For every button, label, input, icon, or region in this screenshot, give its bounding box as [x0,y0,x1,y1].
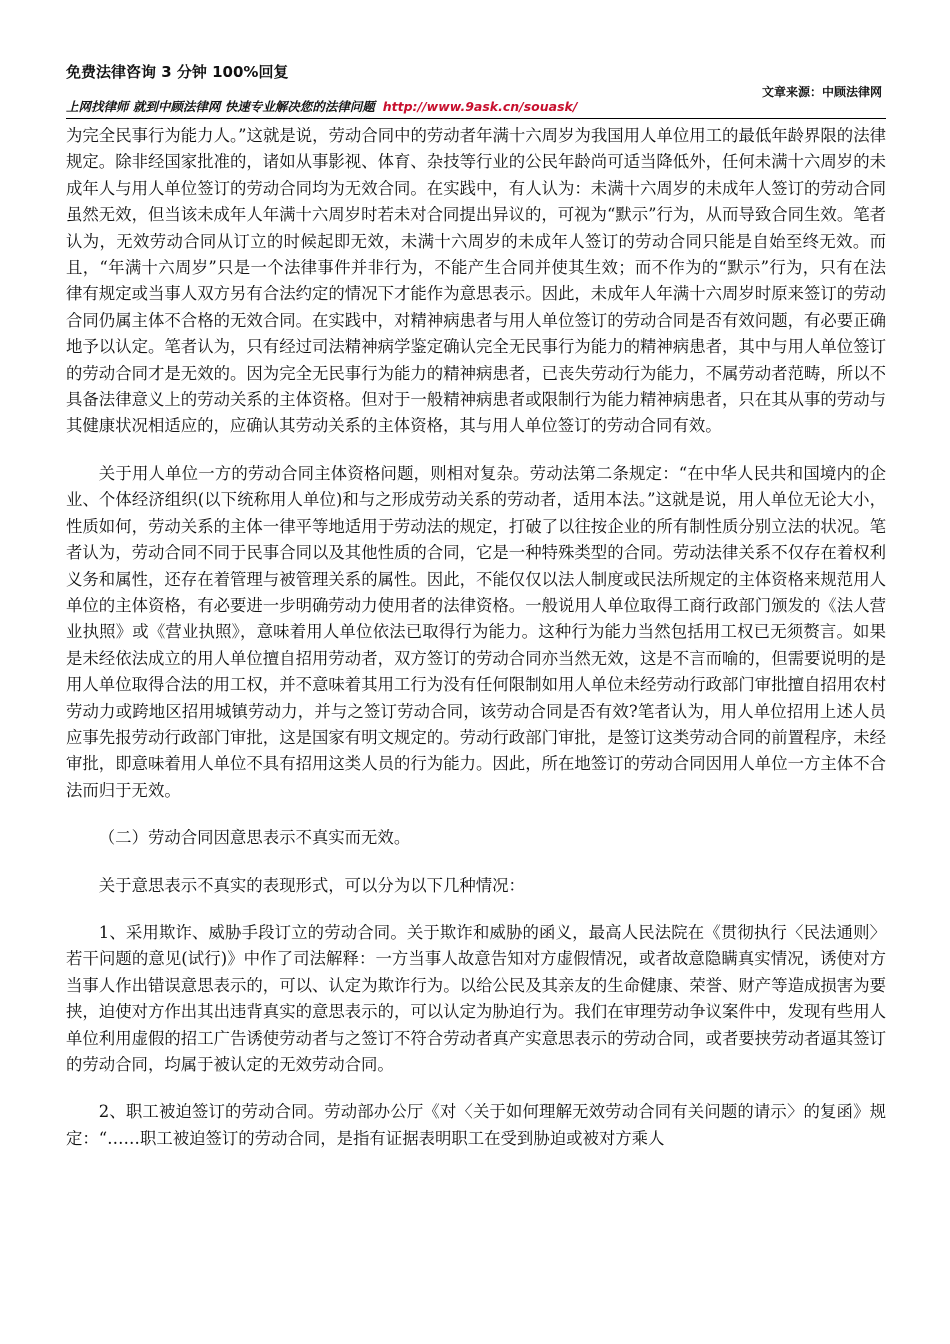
paragraph-item-1: 1、采用欺诈、威胁手段订立的劳动合同。关于欺诈和威胁的函义，最高人民法院在《贯彻执行〈民法通则〉若干问题的意见(试行)》中作了司法解释：一方当事人故意告知对方虚假情况，或者故意隐瞒真实情况，诱使对方当事人作出错误意思表示的，可以、认定为欺诈行为。以给公民及其亲友的生命健康、荣誉、财产等造成损害为要挟，迫使对方作出其出违背真实的意思表示的，可以认定为胁迫行为。我们在审理劳动争议案件中，发现有些用人单位利用虚假的招工广告诱使劳动者与之签订不符合劳动者真产实意思表示的劳动合同，或者要挟劳动者逼其签订的劳动合同，均属于被认定的无效劳动合同。 [66,922,886,1074]
page-header [66,62,886,118]
paragraph-intro-forms: 关于意思表示不真实的表现形式，可以分为以下几种情况： [98,875,525,895]
header-link[interactable]: http://www.9ask.cn/souask/ [382,99,578,114]
article-source: 文章来源：中顾法律网 [761,85,882,99]
paragraph-employer-qualification: 关于用人单位一方的劳动合同主体资格问题，则相对复杂。劳动法第二条规定：“在中华人民共和国境内的企业、个体经济组织(以下统称用人单位)和与之形成劳动关系的劳动者，适用本法。”这就是说，用人单位无论大小，性质如何，劳动关系的主体一律平等地适用于劳动法的规定，打破了以往按企业的所有制性质分别立法的状况。笔者认为，劳动合同不同于民事合同以及其他性质的合同，它是一种特殊类型的合同。劳动法律关系不仅存在着权利义务和属性，还存在着管理与被管理关系的属性。因此，不能仅仅以法人制度或民法所规定的主体资格来规范用人单位的主体资格，有必要进一步明确劳动力使用者的法律资格。一般说用人单位取得工商行政部门颁发的《法人营业执照》或《营业执照》，意味着用人单位依法已取得行为能力。这种行为能力当然包括用工权已无须赘言。如果是未经依法成立的用人单位擅自招用劳动者，双方签订的劳动合同亦当然无效，这是不言而喻的，但需要说明的是用人单位取得合法的用工权，并不意味着其用工行为没有任何限制如用人单位未经劳动行政部门审批擅自招用农村劳动力或跨地区招用城镇劳动力，并与之签订劳动合同，该劳动合同是否有效?笔者认为，用人单位招用上述人员应事先报劳动行政部门审批，这是国家有明文规定的。劳动行政部门审批，是签订这类劳动合同的前置程序，未经审批，即意味着用人单位不具有招用这类人员的行为能力。因此，所在地签订的劳动合同因用人单位一方主体不合法而归于无效。 [66,463,886,800]
paragraph-continued: 为完全民事行为能力人。”这就是说，劳动合同中的劳动者年满十六周岁为我国用人单位用工的最低年龄界限的法律规定。除非经国家批准的，诸如从事影视、体育、杂技等行业的公民年龄尚可适当降低外，任何未满十六周岁的未成年人与用人单位签订的劳动合同均为无效合同。在实践中，有人认为：未满十六周岁的未成年人签订的劳动合同虽然无效，但当该未成年人年满十六周岁时若未对合同提出异议的，可视为“默示”行为，从而导致合同生效。笔者认为，无效劳动合同从订立的时候起即无效，未满十六周岁的未成年人签订的劳动合同只能是自始至终无效。而且，“年满十六周岁”只是一个法律事件并非行为，不能产生合同并使其生效；而不作为的“默示”行为，只有在法律有规定或当事人双方另有合法约定的情况下才能作为意思表示。因此，未成年人年满十六周岁时原来签订的劳动合同仍属主体不合格的无效合同。在实践中，对精神病患者与用人单位签订的劳动合同是否有效问题，有必要正确地予以认定。笔者认为，只有经过司法精神病学鉴定确认完全无民事行为能力的精神病患者，其中与用人单位签订的劳动合同才是无效的。因为完全无民事行为能力的精神病患者，已丧失劳动行为能力，不属劳动者范畴，所以不具备法律意义上的劳动关系的主体资格。但对于一般精神病患者或限制行为能力精神病患者，只在其从事的劳动与其健康状况相适应的，应确认其劳动关系的主体资格，其与用人单位签订的劳动合同有效。 [66,126,886,436]
header-title: 免费法律咨询 3 分钟 100%回复 [66,63,289,81]
section-heading-two: （二）劳动合同因意思表示不真实而无效。 [98,828,411,848]
tagline-text: 上网找律师 就到中顾法律网 快速专业解决您的法律问题 [66,99,375,114]
article-body [66,123,886,1173]
header-divider [66,118,886,119]
paragraph-item-2: 2、职工被迫签订的劳动合同。劳动部办公厅《对〈关于如何理解无效劳动合同有关问题的请示〉的复函》规定：“……职工被迫签订的劳动合同，是指有证据表明职工在受到胁迫或被对方乘人 [66,1102,886,1148]
header-tagline [66,98,577,116]
